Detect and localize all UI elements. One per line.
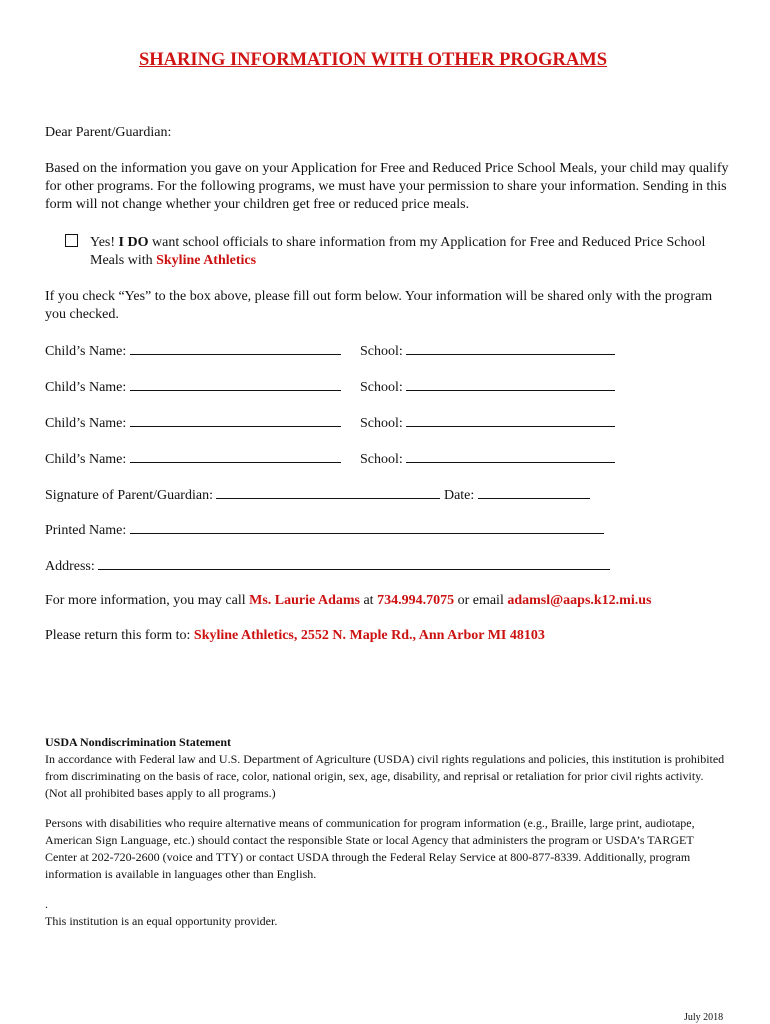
school-field[interactable]: [406, 450, 615, 463]
contact-email-link[interactable]: adamsl@aaps.k12.mi.us: [507, 593, 652, 608]
contact-prefix: For more information, you may call: [45, 593, 250, 608]
printed-name-label: Printed Name:: [45, 523, 127, 538]
child-row: [45, 342, 341, 360]
child-name-field[interactable]: [130, 342, 341, 355]
child-row: [45, 378, 341, 396]
contact-name: Ms. Laurie Adams: [249, 593, 360, 608]
school-label: School:: [360, 452, 403, 467]
consent-text: want school officials to share information from my Application for Free and Reduced Price School Meals with: [90, 235, 706, 268]
child-name-label: Child’s Name:: [45, 452, 127, 467]
consent-i-do: I DO: [118, 235, 149, 250]
usda-paragraph-1: In accordance with Federal law and U.S. Department of Agriculture (USDA) civil rights regulations and policies, this institution is prohibited from discriminating on the basis of race, color, national origin, sex, age, disability, and reprisal or retaliation for prior civil rights activity. (Not all prohibited bases apply to all programs.): [45, 752, 725, 800]
school-row: [360, 342, 615, 360]
school-field[interactable]: [406, 414, 615, 427]
child-name-label: Child’s Name:: [45, 416, 127, 431]
intro-paragraph: Based on the information you gave on your Application for Free and Reduced Price School Meals, your child may qualify for other programs. For the following programs, we must have your permission to share your information. Sending in this form will not change whether your children get free or reduced price meals.: [45, 161, 729, 212]
school-label: School:: [360, 380, 403, 395]
equal-opportunity-statement: This institution is an equal opportunity provider.: [45, 914, 278, 928]
child-row: [45, 414, 341, 432]
address-field[interactable]: [98, 557, 610, 570]
contact-or-email: or email: [454, 593, 508, 608]
consent-program-name: Skyline Athletics: [156, 253, 257, 268]
school-field[interactable]: [406, 378, 615, 391]
child-name-label: Child’s Name:: [45, 344, 127, 359]
footer-date: July 2018: [684, 1012, 724, 1023]
usda-heading: USDA Nondiscrimination Statement: [45, 735, 232, 749]
child-name-field[interactable]: [130, 450, 341, 463]
return-address: Skyline Athletics, 2552 N. Maple Rd., Ann Arbor MI 48103: [193, 628, 545, 643]
school-row: [360, 450, 615, 468]
consent-yes-text: Yes!: [90, 235, 119, 250]
contact-line: [45, 592, 651, 610]
school-field[interactable]: [406, 342, 615, 355]
address-label: Address:: [45, 559, 95, 574]
instruction-paragraph: If you check “Yes” to the box above, please fill out form below. Your information will be shared only with the program you checked.: [45, 289, 713, 322]
return-prefix: Please return this form to:: [45, 628, 194, 643]
consent-statement: [90, 234, 730, 270]
usda-paragraph-2: Persons with disabilities who require alternative means of communication for program information (e.g., Braille, large print, audiotape, American Sign Language, etc.) should contact the responsible State or local Agency that administers the program or USDA’s TARGET Center at 202-720-2600 (voice and TTY) or contact USDA through the Federal Relay Service at 800-877-8339. Additionally, program information is available in languages other than English.: [45, 816, 695, 881]
date-label: Date:: [443, 488, 475, 503]
child-name-label: Child’s Name:: [45, 380, 127, 395]
school-label: School:: [360, 416, 403, 431]
greeting: Dear Parent/Guardian:: [45, 125, 172, 140]
signature-row: [45, 486, 590, 504]
contact-at: at: [359, 593, 378, 608]
child-name-field[interactable]: [130, 378, 341, 391]
yes-consent-checkbox[interactable]: [65, 234, 78, 247]
printed-name-field[interactable]: [130, 521, 604, 534]
printed-name-row: [45, 521, 604, 539]
date-field[interactable]: [478, 486, 590, 499]
signature-label: Signature of Parent/Guardian:: [45, 488, 213, 503]
school-label: School:: [360, 344, 403, 359]
school-row: [360, 414, 615, 432]
return-line: [45, 627, 545, 645]
page-title: SHARING INFORMATION WITH OTHER PROGRAMS: [138, 50, 608, 70]
school-row: [360, 378, 615, 396]
dot-line: .: [45, 897, 48, 911]
address-row: [45, 557, 610, 575]
child-row: [45, 450, 341, 468]
signature-field[interactable]: [216, 486, 440, 499]
child-name-field[interactable]: [130, 414, 341, 427]
contact-phone[interactable]: 734.994.7075: [377, 593, 455, 608]
